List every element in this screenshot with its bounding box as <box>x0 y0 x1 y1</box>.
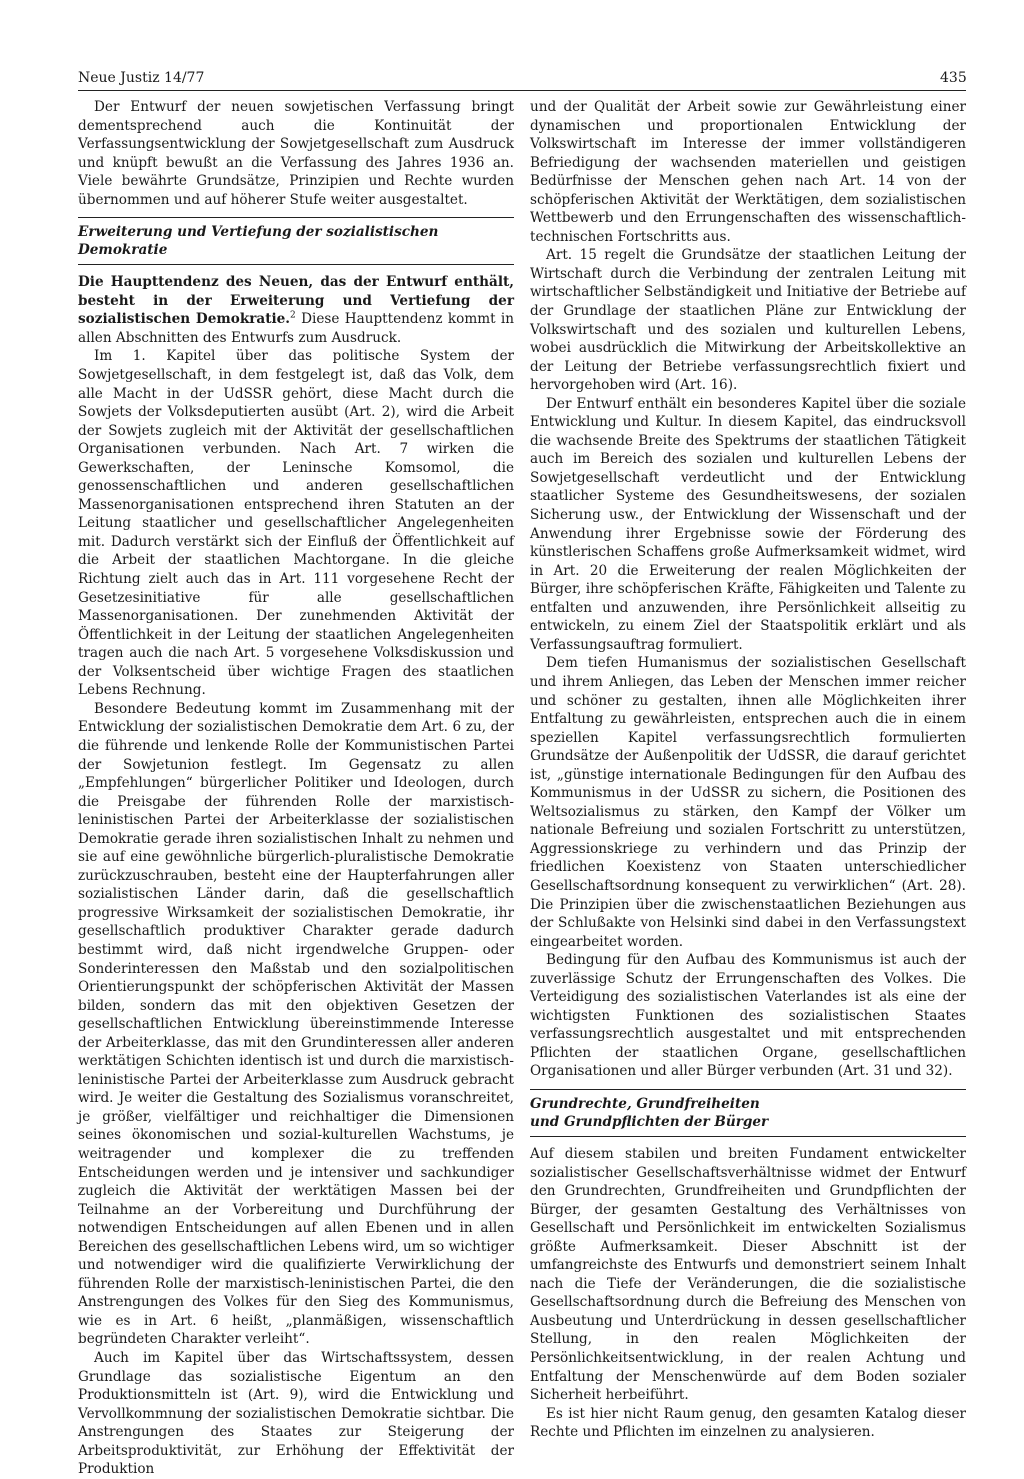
paragraph: Auch im Kapitel über das Wirtschaftssystem, dessen Grundlage das sozialistische Eigentum an den Produktionsmitteln ist (Art. 9), wird die Entwicklung und Vervollkommnung der sozialistischen Demokratie sichtbar. Die Anstrengungen des Staates zur Steigerung der Arbeitsproduktivität, zur Erhöhung der Effektivität der Produktion <box>78 1350 514 1478</box>
lead-rest-text: Diese Haupttendenz kommt in allen Abschnitten des Entwurfs zum Ausdruck. <box>78 311 514 346</box>
paragraph: Der Entwurf der neuen sowjetischen Verfassung bringt dementsprechend auch die Kontinuität der Verfassungsentwicklung der Sowjetgesellschaft zum Ausdruck und knüpft bewußt an die Verfassung des Jahres 1936 an. Viele bewährte Grundsätze, Prinzipien und Rechte wurden übernommen und auf höherer Stufe weiter ausgestaltet. <box>78 99 514 208</box>
running-head: Neue Justiz 14/77 <box>78 70 205 86</box>
header-rule <box>78 90 966 91</box>
section-heading <box>530 1089 966 1137</box>
paragraph: und der Qualität der Arbeit sowie zur Gewährleistung einer dynamischen und proportionalen Entwicklung der Volkswirtschaft im Interesse der immer vollständigeren Befriedigung der wachsenden materiellen und geistigen Bedürfnisse der Menschen gehen nach Art. 14 von der schöpferischen Aktivität der Werktätigen, dem sozialistischen Wettbewerb und den Errungenschaften des wissenschaftlich-technischen Fortschritts aus. <box>530 99 966 245</box>
paragraph: Der Entwurf enthält ein besonderes Kapitel über die soziale Entwicklung und Kultur. In diesem Kapitel, das eindrucksvoll die wachsende Breite des Spektrums der staatlichen Tätigkeit auch im Bereich des sozialen und kulturellen Lebens der Sowjetgesellschaft verdeutlicht und der Entwicklung staatlicher Systeme des Gesundheitswesens, der sozialen Sicherung usw., der Entwicklung der Wissenschaft und der Anwendung ihrer Ergebnisse sowie der Förderung des künstlerischen Schaffens große Aufmerksamkeit widmet, wird in Art. 20 die Erweiterung der realen Möglichkeiten der Bürger, ihre schöpferischen Kräfte, Fähigkeiten und Talente zu entfalten und anzuwenden, ihre Persönlichkeit allseitig zu entwickeln, zu einem Ziel der Staatspolitik erklärt und als Verfassungsauftrag formuliert. <box>530 395 966 653</box>
paragraph: Im 1. Kapitel über das politische System der Sowjetgesellschaft, in dem festgelegt ist, daß das Volk, dem alle Macht in der UdSSR gehört, diese Macht durch die Sowjets der Volksdeputierten ausübt (Art. 2), wird die Arbeit der Sowjets zugleich mit der Aktivität der gesellschaftlichen Organisationen verbunden. Nach Art. 7 wirken die Gewerkschaften, der Leninsche Komsomol, die genossenschaftlichen und anderen gesellschaftlichen Massenorganisationen entsprechend ihren Statuten an der Leitung staatlicher und gesellschaftlicher Angelegenheiten mit. Dadurch verstärkt sich der Einfluß der Öffentlichkeit auf die Arbeit der staatlichen Machtorgane. In die gleiche Richtung zielt auch das in Art. 111 vorgesehene Recht der Gesetzesinitiative für alle gesellschaftlichen Massenorganisationen. Der zunehmenden Aktivität der Öffentlichkeit in der Leitung der staatlichen Angelegenheiten tragen auch die nach Art. 5 vorgesehene Volksdiskussion und der Volksentscheid über wichtige Fragen des staatlichen Lebens Rechnung. <box>78 348 514 699</box>
paragraph: Art. 15 regelt die Grundsätze der staatlichen Leitung der Wirtschaft durch die Verbindung der zentralen Leitung mit wirtschaftlicher Selbständigkeit und Initiative der Betriebe auf der Grundlage der staatlichen Pläne zur Entwicklung der Volkswirtschaft und des sozialen und kulturellen Lebens, wobei ausdrücklich die Mitwirkung der Arbeitskollektive an der Leitung der Betriebe verfassungsrechtlich fixiert und hervorgehoben wird (Art. 16). <box>530 247 966 394</box>
paragraph: Auf diesem stabilen und breiten Fundament entwickelter sozialistischer Gesellschaftsverhältnisse widmet der Entwurf den Grundrechten, Grundfreiheiten und Grundpflichten der Bürger, der gesamten Gestaltung des Verhältnisses von Gesellschaft und Persönlichkeit im entwickelten Sozialismus größte Aufmerksamkeit. Dieser Abschnitt ist der umfangreichste des Entwurfs und demonstriert seinem Inhalt nach die Tiefe der Veränderungen, die die sozialistische Gesellschaftsordnung durch die Befreiung des Menschen von Ausbeutung und Unterdrückung in dessen gesellschaftlicher Stellung, in den realen Möglichkeiten der Persönlichkeitsentwicklung, in der realen Achtung und Entfaltung der Menschenwürde auf dem Boden sozialer Sicherheit herbeiführt. <box>530 1145 966 1404</box>
paragraph: Dem tiefen Humanismus der sozialistischen Gesellschaft und ihrem Anliegen, das Leben der Menschen immer reicher und schöner zu gestalten, ihnen alle Möglichkeiten ihrer Entfaltung zu gewährleisten, entsprechen auch die in einem speziellen Kapitel verfassungsrechtlich formulierten Grundsätze der Außenpolitik der UdSSR, die darauf gerichtet ist, „günstige internationale Bedingungen für den Aufbau des Kommunismus in der UdSSR zu sichern, die Positionen des Weltsozialismus zu stärken, den Kampf der Völker um nationale Befreiung und sozialen Fortschritt zu unterstützen, Aggressionskriege zu verhindern und das Prinzip der friedlichen Koexistenz von Staaten unterschiedlicher Gesellschaftsordnung konsequent zu verwirklichen“ (Art. 28). Die Prinzipien über die zwischenstaatlichen Beziehungen aus der Schlußakte von Helsinki sind dabei in den Verfassungstext eingearbeitet worden. <box>530 655 966 950</box>
footnote-marker: 2 <box>290 310 296 321</box>
section-heading-line: und Grundpflichten der Bürger <box>530 1113 769 1130</box>
page-number: 435 <box>940 70 967 86</box>
paragraph: Besondere Bedeutung kommt im Zusammenhang mit der Entwicklung der sozialistischen Demokratie dem Art. 6 zu, der die führende und lenkende Rolle der Kommunistischen Partei der Sowjetunion festlegt. Im Gegensatz zu allen „Empfehlungen“ bürgerlicher Politiker und Ideologen, durch die Preisgabe der führenden Rolle der marxistisch-leninistischen Partei der Arbeiterklasse der sozialistischen Demokratie gerade ihren sozialistischen Inhalt zu nehmen und sie auf eine gewöhnliche bürgerlich-pluralistische Demokratie zurückzuschrauben, besteht eine der Haupterfahrungen aller sozialistischen Länder darin, daß die gesellschaftlich progressive Wirksamkeit der sozialistischen Demokratie, ihr gesellschaftlich produktiver Charakter gerade dadurch bestimmt wird, daß nicht irgendwelche Gruppen- oder Sonderinteressen den Maßstab und den sozialpolitischen Orientierungspunkt der schöpferischen Aktivität der Massen bilden, sondern das mit den objektiven Gesetzen der gesellschaftlichen Entwicklung übereinstimmende Interesse der Arbeiterklasse, das mit den Grundinteressen aller anderen werktätigen Schichten identisch ist und durch die marxistisch-leninistische Partei der Arbeiterklasse zum Ausdruck gebracht wird. Je weiter die Gestaltung des Sozialismus voranschreitet, je größer, vielfältiger und reichhaltiger die Dimensionen seines ökonomischen und sozial-kulturellen Wachstums, je weitragender und komplexer die zu treffenden Entscheidungen werden und je intensiver und sachkundiger zugleich die Aktivität der werktätigen Massen bei der Teilnahme an der Vorbereitung und Durchführung der notwendigen Entscheidungen auf allen Ebenen und in allen Bereichen des gesellschaftlichen Lebens wird, um so wichtiger und notwendiger wird die qualifizierte Verwirklichung der führenden Rolle der marxistisch-leninistischen Partei, die den Anstrengungen des Volkes für den Sieg des Kommunismus, wie es in Art. 6 heißt, „planmäßigen, wissenschaftlich begründeten Charakter verleiht“. <box>78 700 514 1348</box>
lead-text: Die Haupttendenz des Neuen, das der Entwurf enthält, besteht in der Erweiterung und Vertiefung der sozialistischen Demokratie. <box>78 274 514 328</box>
paragraph: Es ist hier nicht Raum genug, den gesamten Katalog dieser Rechte und Pflichten im einzelnen zu analysieren. <box>530 1405 966 1441</box>
right-column <box>530 98 966 1442</box>
section-heading-line: Grundrechte, Grundfreiheiten <box>530 1095 760 1112</box>
section-heading <box>78 217 514 265</box>
left-column <box>78 98 514 1479</box>
section-heading-text: Erweiterung und Vertiefung der sozialistischen Demokratie <box>78 224 439 259</box>
lead-paragraph <box>78 273 514 347</box>
paragraph: Bedingung für den Aufbau des Kommunismus ist auch der zuverlässige Schutz der Errungenschaften des Volkes. Die Verteidigung des sozialistischen Vaterlandes ist als eine der wichtigsten Funktionen des sozialistischen Staates verfassungsrechtlich ausgestaltet und mit entsprechenden Pflichten der staatlichen Organe, gesellschaftlichen Organisationen und aller Bürger verbunden (Art. 31 und 32). <box>530 952 966 1080</box>
